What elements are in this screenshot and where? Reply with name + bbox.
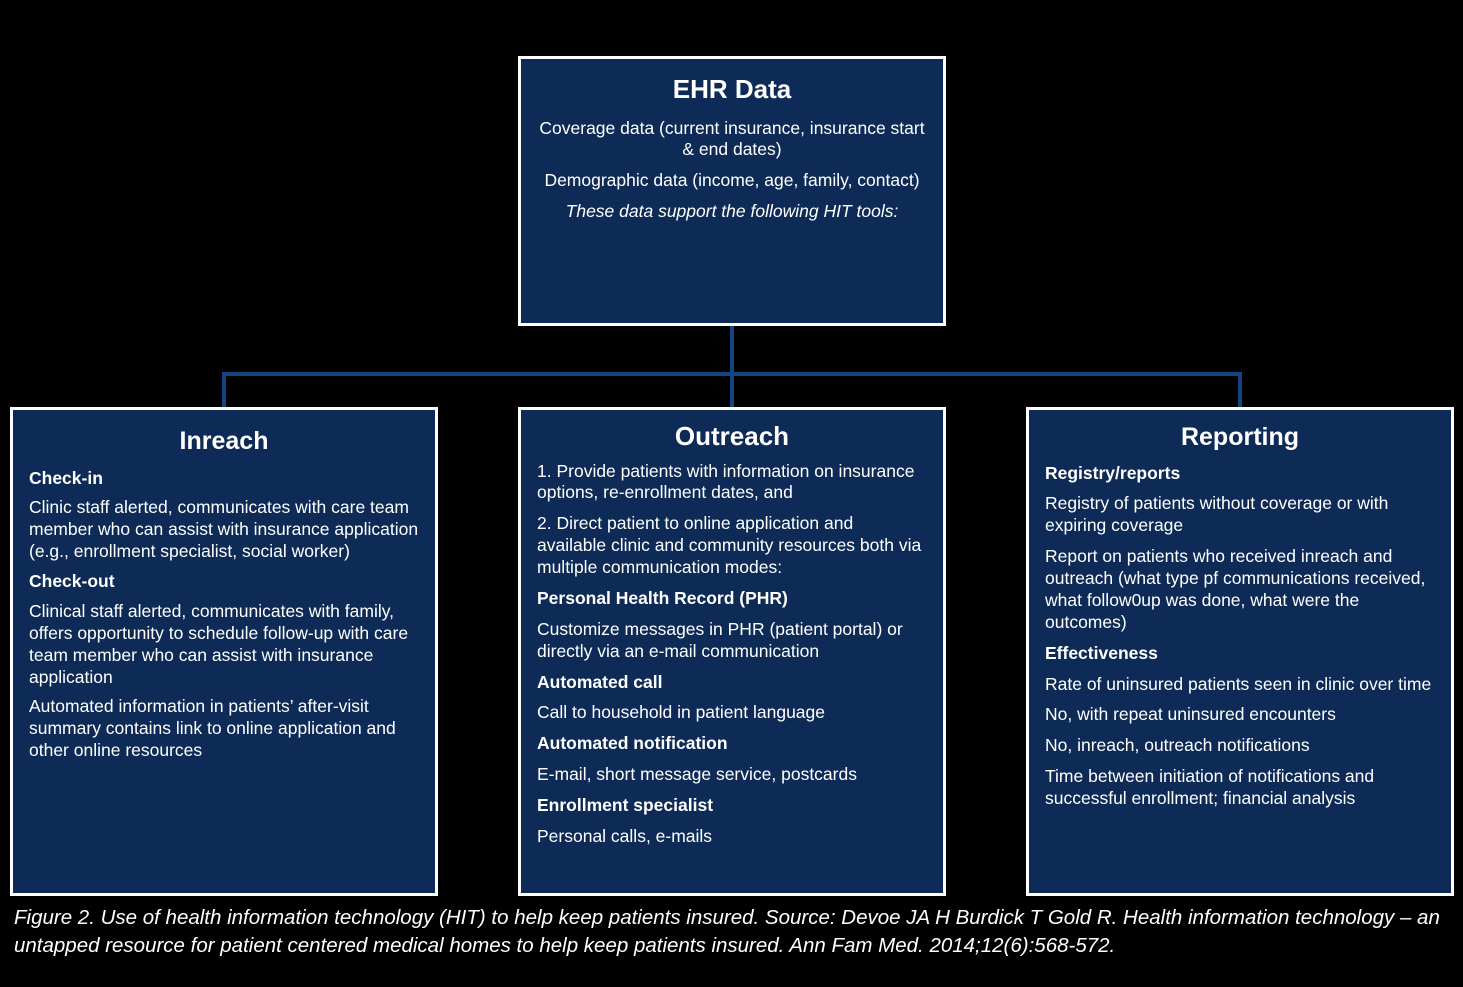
reporting-registry-text: Registry of patients without coverage or with expiring coverage (1045, 493, 1389, 536)
connector-to-inreach (222, 372, 226, 407)
inreach-box (10, 407, 438, 896)
outreach-automated-call-text: Call to household in patient language (537, 702, 825, 723)
inreach-title: Inreach (179, 427, 269, 455)
outreach-title: Outreach (674, 421, 790, 451)
outreach-enrollment-specialist-text: Personal calls, e-mails (537, 825, 713, 846)
figure-caption: Figure 2. Use of health information technology (HIT) to help keep patients insured. Source: Devoe JA H Burdick T Gold R. Health information technology – an untapped resource for patient centered medical homes to help keep patients insured. Ann Fam Med. 2014;12(6):568-572. (14, 906, 1440, 958)
reporting-box (1026, 407, 1454, 896)
connector-ehr-down (730, 326, 734, 372)
outreach-automated-notification-text: E-mail, short message service, postcards (537, 764, 857, 785)
reporting-title: Reporting (1180, 423, 1300, 451)
reporting-report-text: Report on patients who received inreach and outreach (what type pf communications received, what follow0up was done, what were the outcomes) (1045, 546, 1426, 632)
reporting-rate-text: Rate of uninsured patients seen in clinic over time (1045, 673, 1432, 694)
reporting-registry-heading: Registry/reports (1045, 462, 1181, 483)
inreach-check-out-text: Clinical staff alerted, communicates with family, offers opportunity to schedule follow-up with care team member who can assist with insurance application (29, 600, 409, 687)
connector-to-outreach (730, 372, 734, 407)
ehr-data-title: EHR Data (672, 74, 792, 104)
reporting-time-between-text: Time between initiation of notifications and successful enrollment; financial analysis (1045, 766, 1375, 808)
reporting-effectiveness-heading: Effectiveness (1045, 642, 1158, 663)
outreach-automated-notification-heading: Automated notification (537, 733, 728, 754)
outreach-automated-call-heading: Automated call (537, 671, 663, 692)
inreach-automated-info-text: Automated information in patients’ after-visit summary contains link to online application and other online resources (29, 696, 396, 761)
outreach-phr-text: Customize messages in PHR (patient portal) or directly via an e-mail communication (537, 618, 903, 661)
inreach-check-in-heading: Check-in (29, 467, 103, 488)
reporting-repeat-uninsured-text: No, with repeat uninsured encounters (1045, 704, 1336, 725)
ehr-data-box (518, 56, 946, 326)
connector-to-reporting (1238, 372, 1242, 407)
outreach-item-1: 1. Provide patients with information on insurance options, re-enrollment dates, and (537, 460, 915, 503)
ehr-demographic-data-text: Demographic data (income, age, family, contact) (544, 170, 920, 191)
outreach-phr-heading: Personal Health Record (PHR) (537, 587, 788, 608)
ehr-support-note: These data support the following HIT tools: (565, 201, 899, 222)
outreach-item-2: 2. Direct patient to online application and available clinic and community resources both via multiple communication modes: (537, 513, 922, 578)
reporting-notifications-text: No, inreach, outreach notifications (1045, 735, 1310, 756)
outreach-enrollment-specialist-heading: Enrollment specialist (537, 795, 714, 816)
inreach-check-out-heading: Check-out (29, 571, 115, 591)
ehr-coverage-data-text: Coverage data (current insurance, insurance start & end dates) (539, 117, 925, 160)
inreach-check-in-text: Clinic staff alerted, communicates with care team member who can assist with insurance application (e.g., enrollment specialist, social worker) (29, 497, 419, 562)
outreach-box (518, 407, 946, 896)
